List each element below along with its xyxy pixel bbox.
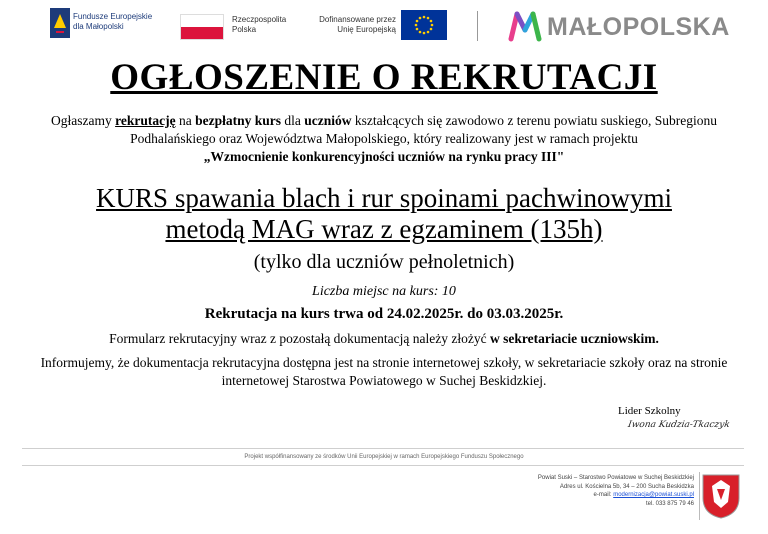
header-separator (477, 11, 478, 41)
malopolska-logo-text: MAŁOPOLSKA (547, 13, 730, 41)
footer-divider-bottom (22, 465, 744, 466)
course-title: KURS spawania blach i rur spoinami pachwinowymi metodą MAG wraz z egzaminem (135h) (96, 183, 672, 244)
malopolska-logo-icon (508, 10, 542, 42)
intro-paragraph: Ogłaszamy rekrutację na bezpłatny kurs dla uczniów kształcących się zawodowo z terenu powiatu suskiego, Subregionu Podhalańskiego oraz Województwa Małopolskiego, który realizowany jest w ramach projektu „Wzmocnienie konkurencyjności uczniów na rynku pracy III" (50, 113, 718, 164)
documentation-info: Informujemy, że dokumentacja rekrutacyjna dostępna jest na stronie internetowej szkoły, w sekretariacie szkoły oraz na stronie internetowej Starostwa Powiatowego w Suchej Beskidzkiej. (40, 355, 728, 388)
form-info: Formularz rekrutacyjny wraz z pozostałą dokumentacją należy złożyć w sekretariacie uczniowskim. (109, 331, 659, 346)
recruitment-period: Rekrutacja na kurs trwa od 24.02.2025r. do 03.03.2025r. (204, 306, 564, 322)
powiat-crest-icon (700, 472, 742, 520)
email-link[interactable]: modernizacja@powiat.suski.pl (613, 492, 694, 498)
leader-signature: Iwona Kudzia-Tkaczyk (627, 420, 731, 430)
page-title: OGŁOSZENIE O REKRUTACJI (110, 57, 658, 98)
fundusze-europejskie-label: Fundusze Europejskie dla Małopolski (73, 12, 153, 31)
polish-flag-icon (180, 14, 224, 40)
project-name: „Wzmocnienie konkurencyjności uczniów na rynku pracy III" (203, 149, 565, 164)
eu-flag-icon (401, 10, 447, 40)
places-count: Liczba miejsc na kurs: 10 (312, 284, 456, 299)
keyword-uczniow: uczniów (304, 113, 352, 128)
keyword-rekrutacja: rekrutację (115, 113, 176, 128)
leader-label: Lider Szkolny (618, 405, 681, 417)
keyword-bezplatny-kurs: bezpłatny kurs (195, 113, 281, 128)
rzeczpospolita-label: Rzeczpospolita Polska (232, 15, 287, 34)
adults-only-note: (tylko dla uczniów pełnoletnich) (253, 251, 515, 273)
footer-contact: Powiat Suski – Starostwo Powiatowe w Suchej Beskidzkiej Adres ul. Kościelna 5b, 34 – 200 Sucha Beskidzka e-mail: modernizacja@powiat.suski.pl tel. 033 875 79 46 (537, 475, 694, 507)
submission-place: w sekretariacie uczniowskim. (489, 331, 659, 346)
footer-divider-top (22, 448, 744, 449)
eu-cofunded-label: Dofinansowane przez Unię Europejską (319, 15, 396, 34)
cofunding-note: Projekt współfinansowany ze środków Unii Europejskiej w ramach Europejskiego Funduszu Społecznego (244, 454, 524, 460)
